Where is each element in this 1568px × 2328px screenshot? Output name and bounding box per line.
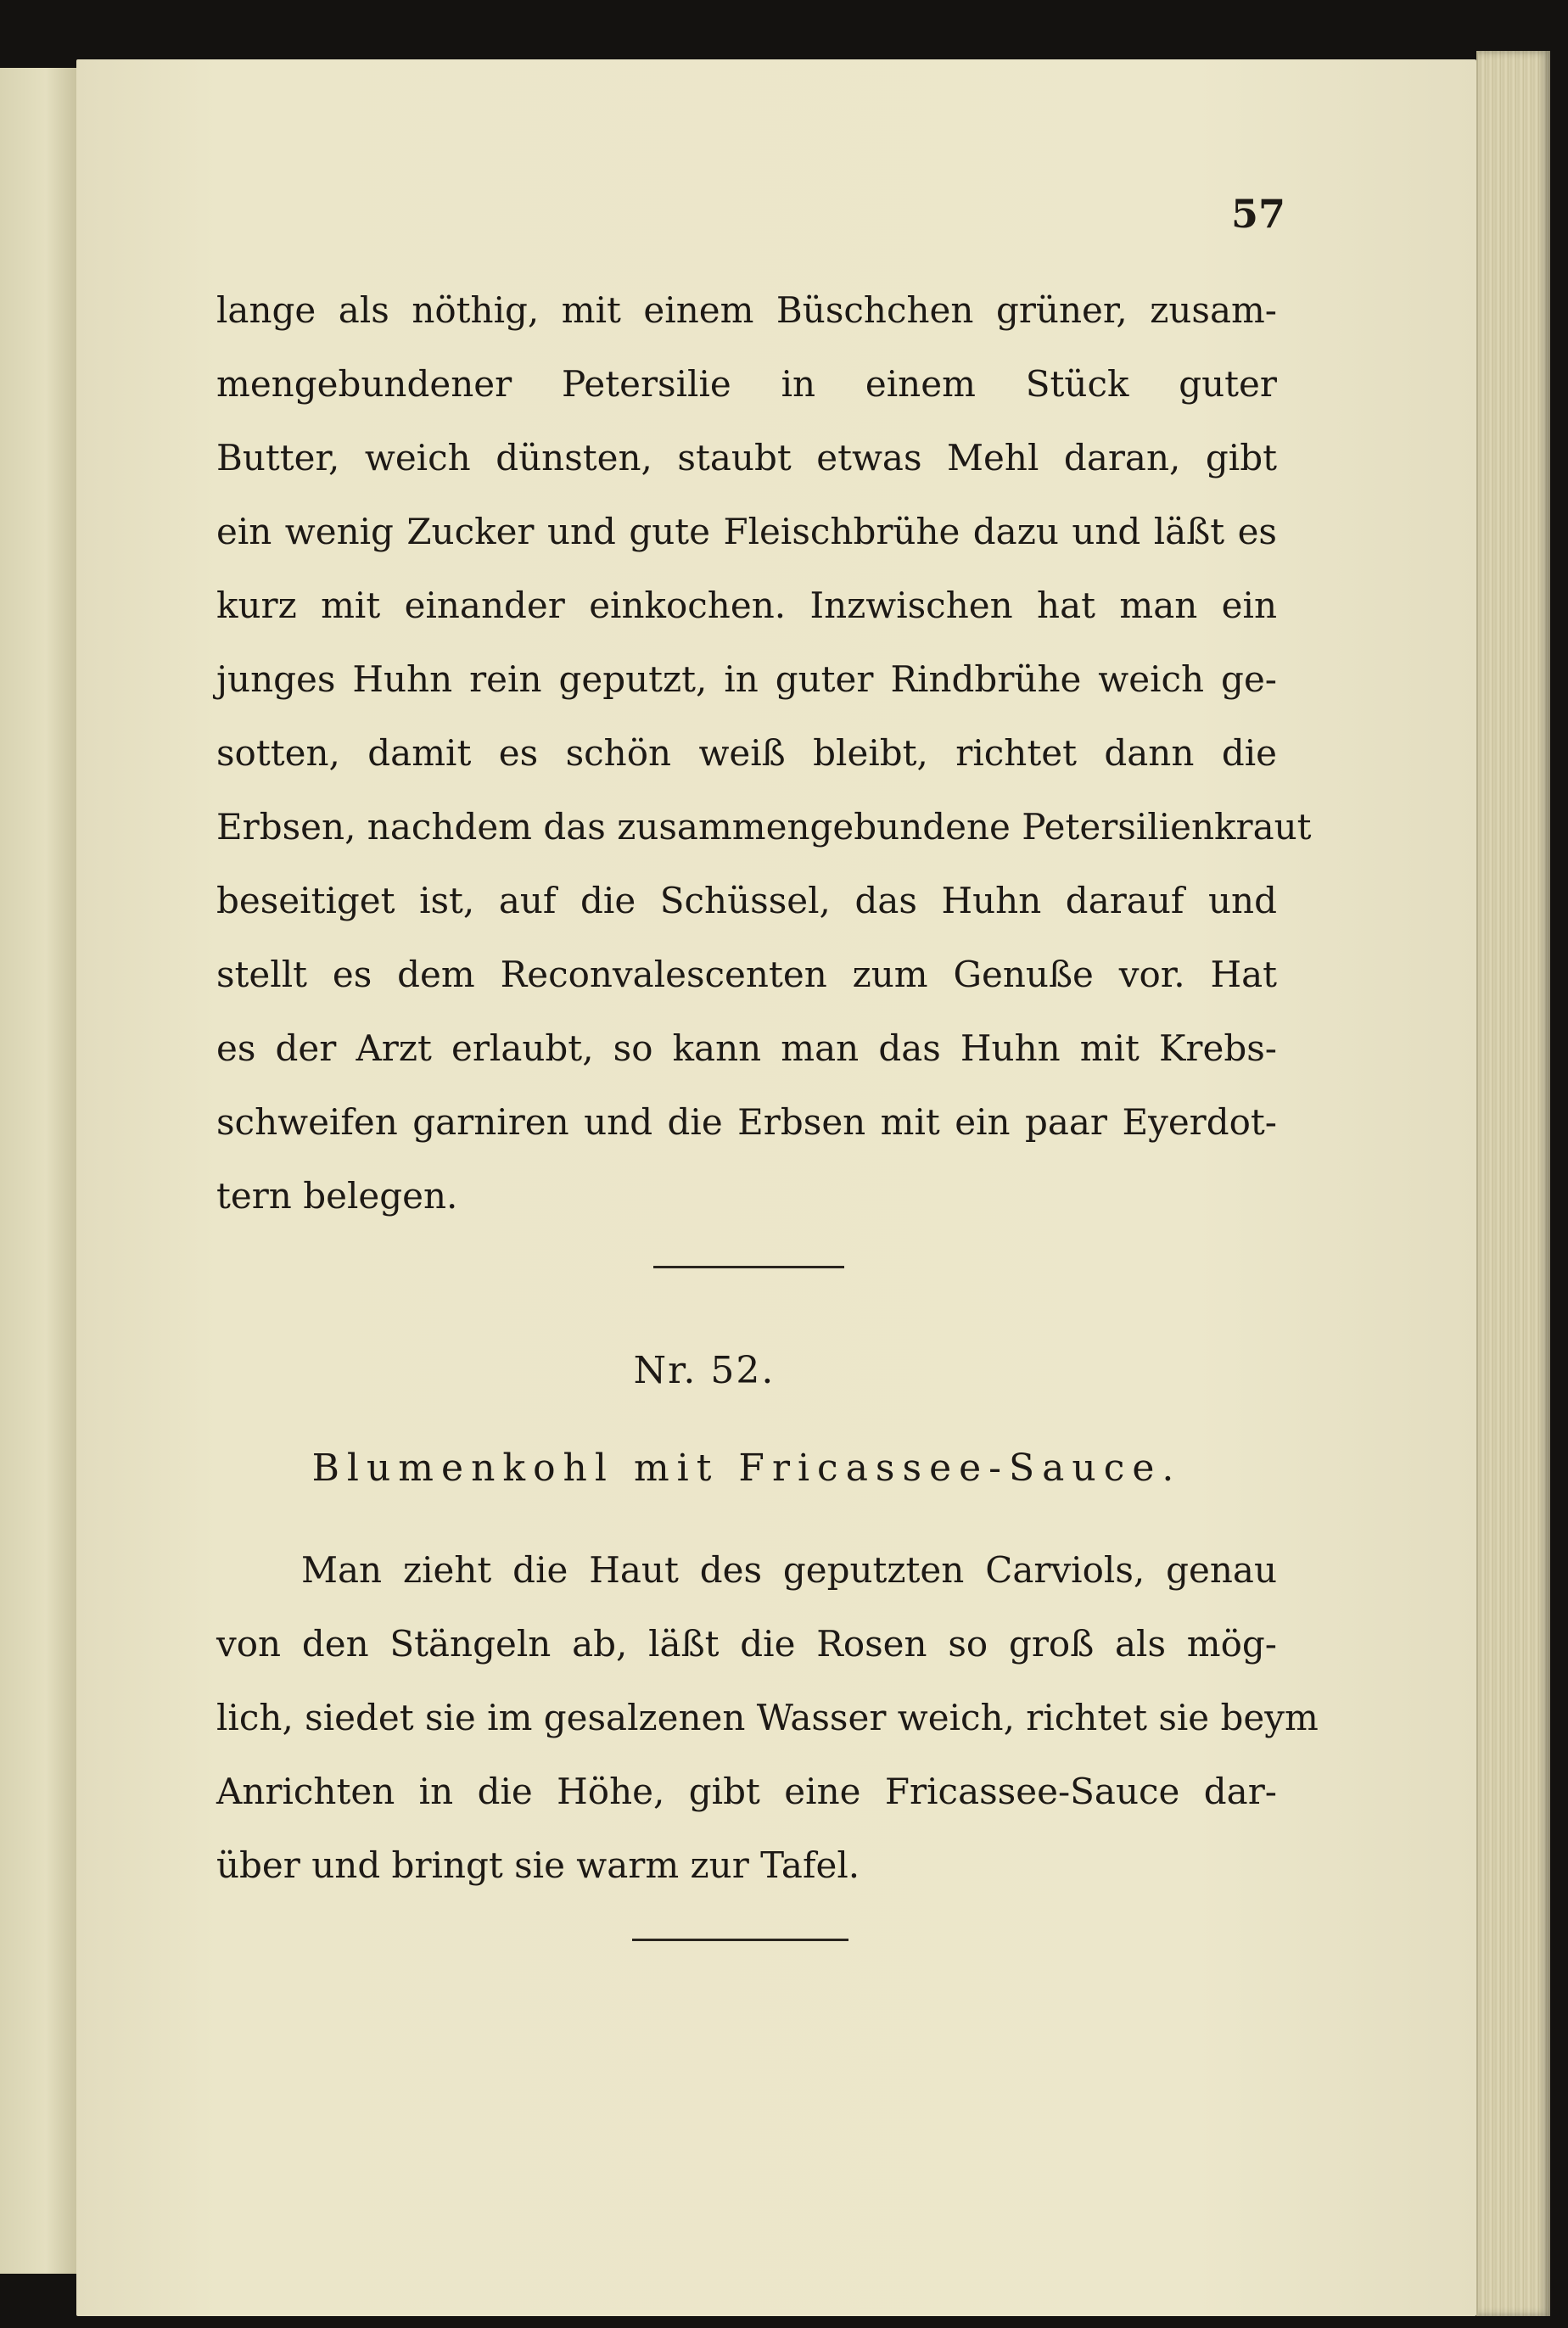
section-divider xyxy=(653,1266,844,1268)
text-line: es der Arzt erlaubt, so kann man das Huhn mit Krebs- xyxy=(216,1027,1277,1069)
text-line: Anrichten in die Höhe, gibt eine Fricassee-Sauce dar- xyxy=(216,1771,1277,1812)
text-line: stellt es dem Reconvalescenten zum Genuße vor. Hat xyxy=(216,954,1277,995)
text-line: sotten, damit es schön weiß bleibt, richtet dann die xyxy=(216,732,1277,774)
recipe-number: Nr. 52. xyxy=(633,1349,776,1392)
text-line: lich, siedet sie im gesalzenen Wasser weich, richtet sie beym xyxy=(216,1697,1319,1738)
end-divider xyxy=(632,1939,848,1941)
text-line: schweifen garniren und die Erbsen mit ein paar Eyerdot- xyxy=(216,1101,1277,1143)
text-line: Butter, weich dünsten, staubt etwas Mehl daran, gibt xyxy=(216,437,1277,478)
text-line: ein wenig Zucker und gute Fleischbrühe dazu und läßt es xyxy=(216,511,1277,552)
facing-page-edge xyxy=(0,68,79,2274)
text-line: mengebundener Petersilie in einem Stück guter xyxy=(216,363,1277,405)
text-line: beseitiget ist, auf die Schüssel, das Huhn darauf und xyxy=(216,880,1277,921)
text-line: Man zieht die Haut des geputzten Carviols, genau xyxy=(301,1549,1277,1591)
text-line: über und bringt sie warm zur Tafel. xyxy=(216,1844,860,1886)
text-line: Erbsen, nachdem das zusammengebundene Petersilienkraut xyxy=(216,806,1312,848)
text-line: junges Huhn rein geputzt, in guter Rindbrühe weich ge- xyxy=(216,658,1277,700)
recipe-title: Blumenkohl mit Fricassee-Sauce. xyxy=(311,1447,1182,1490)
page-fore-edge xyxy=(1476,51,1550,2316)
page-number: 57 xyxy=(1230,191,1285,237)
text-line: kurz mit einander einkochen. Inzwischen hat man ein xyxy=(216,585,1277,626)
text-line: lange als nöthig, mit einem Büschchen grüner, zusam- xyxy=(216,289,1277,331)
text-line: von den Stängeln ab, läßt die Rosen so groß als mög- xyxy=(216,1623,1277,1665)
text-line: tern belegen. xyxy=(216,1175,458,1217)
